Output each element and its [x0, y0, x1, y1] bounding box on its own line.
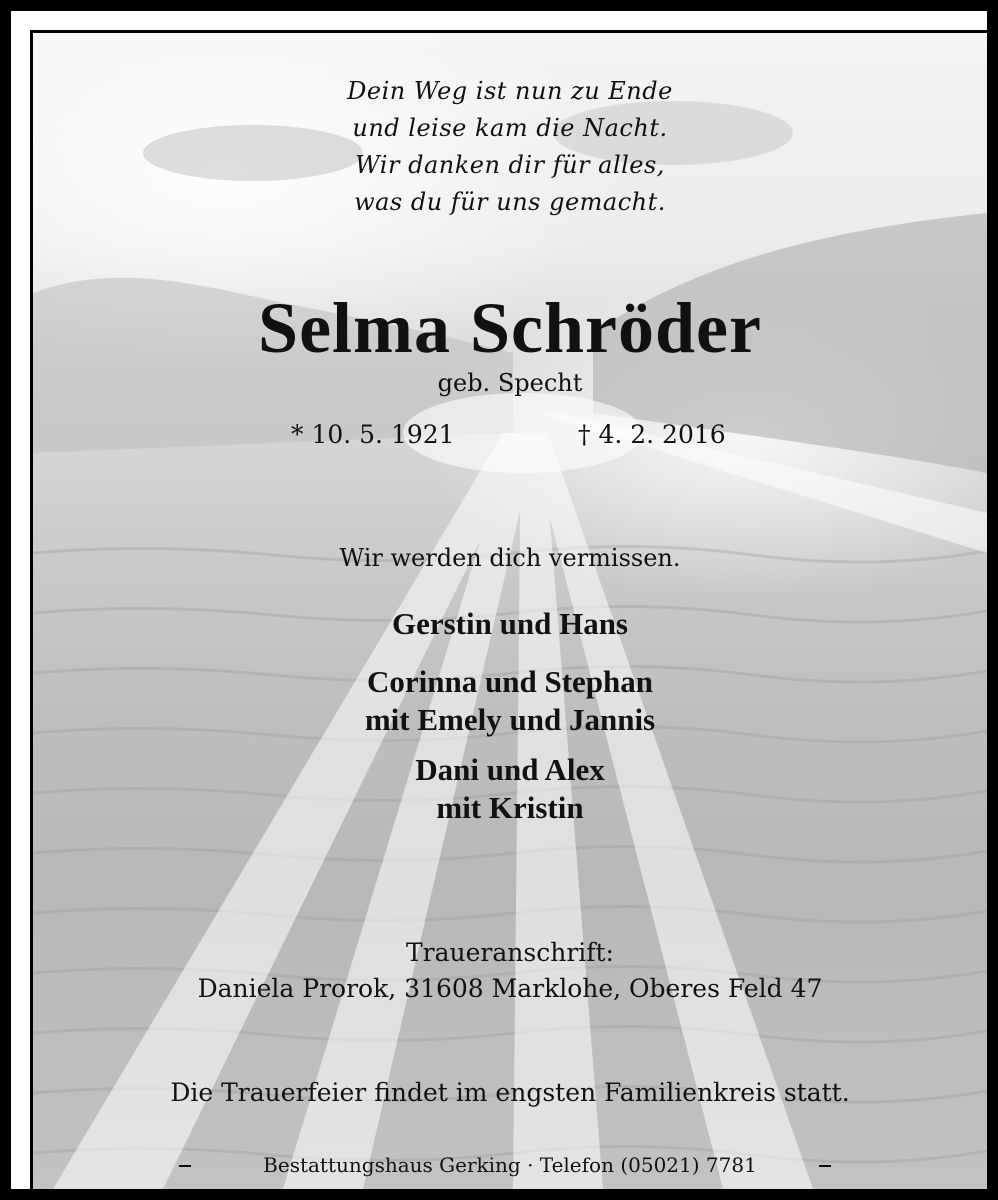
- funeral-home-footer: Bestattungshaus Gerking · Telefon (05021) 7781: [263, 1153, 757, 1177]
- ceremony-note: Die Trauerfeier findet im engsten Familienkreis statt.: [170, 1078, 850, 1107]
- life-dates: [33, 417, 987, 457]
- death-date: † 4. 2. 2016: [578, 420, 726, 449]
- family-group: [33, 663, 987, 739]
- family-line: mit Emely und Jannis: [364, 702, 656, 737]
- maiden-name: geb. Specht: [437, 369, 583, 397]
- address-label: Traueranschrift:: [406, 938, 614, 967]
- family-group: [33, 751, 987, 827]
- poem: [33, 73, 987, 221]
- poem-line: Dein Weg ist nun zu Ende: [347, 77, 673, 105]
- address-line: Daniela Prorok, 31608 Marklohe, Oberes Feld 47: [197, 974, 823, 1003]
- family-line: Corinna und Stephan: [366, 664, 653, 699]
- family-line: Dani und Alex: [415, 752, 605, 787]
- family-line: Gerstin und Hans: [391, 606, 628, 641]
- family-group: [33, 605, 987, 643]
- family-line: mit Kristin: [436, 790, 584, 825]
- birth-date: * 10. 5. 1921: [291, 420, 455, 449]
- notice-content: [33, 33, 987, 1189]
- farewell-message: Wir werden dich vermissen.: [339, 544, 681, 572]
- inner-frame: [30, 30, 990, 1192]
- poem-line: Wir danken dir für alles,: [355, 151, 665, 179]
- poem-line: und leise kam die Nacht.: [352, 114, 668, 142]
- deceased-name: Selma Schröder: [258, 288, 762, 368]
- poem-line: was du für uns gemacht.: [354, 188, 666, 216]
